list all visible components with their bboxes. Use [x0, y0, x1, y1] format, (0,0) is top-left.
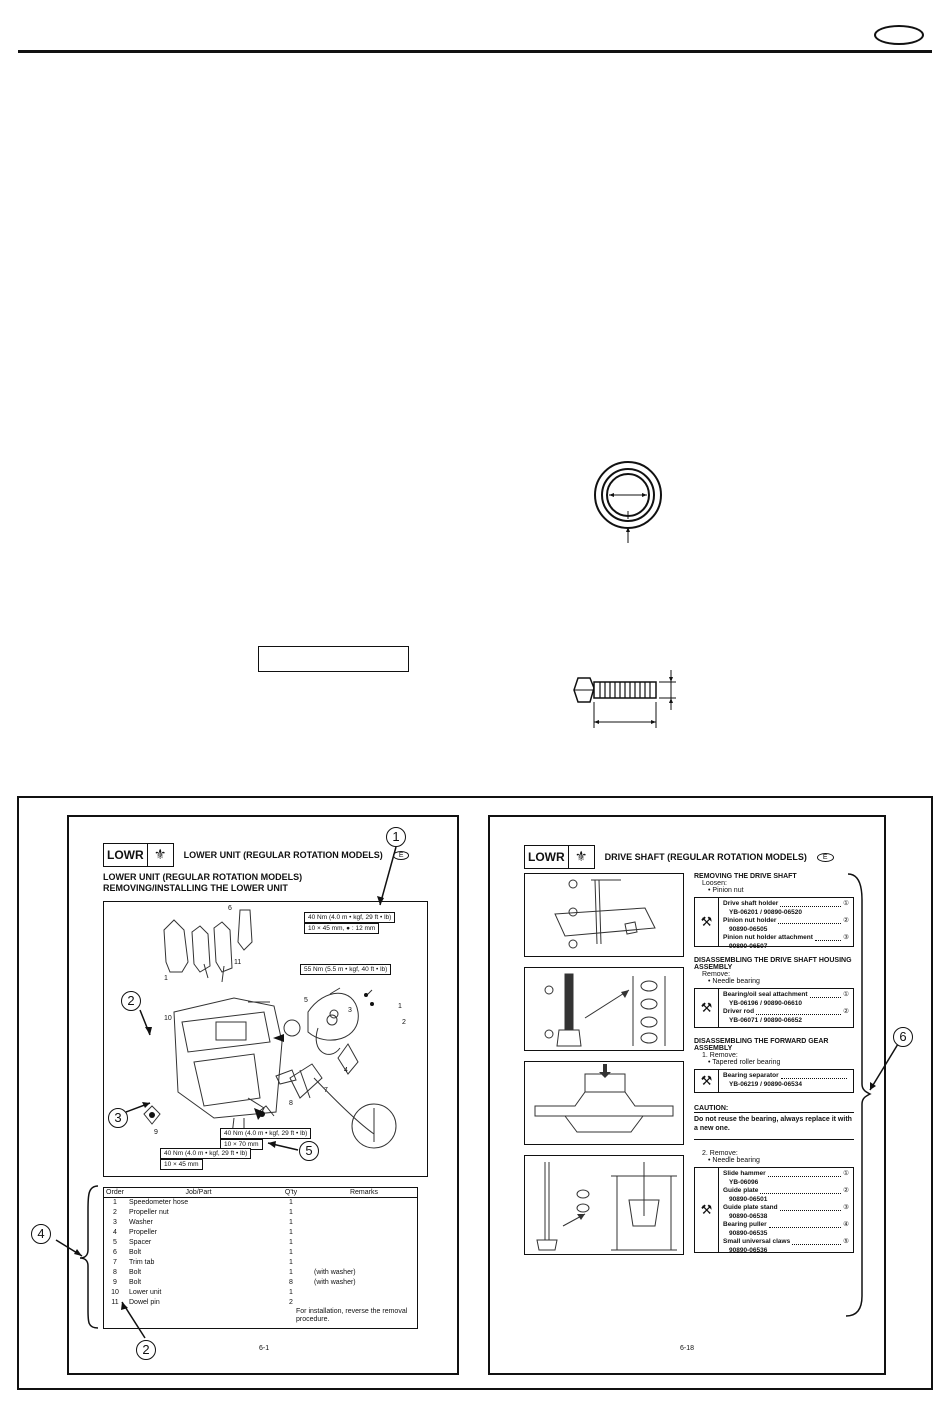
tool-part-number: YB-06096	[729, 1178, 759, 1186]
part-cell: Bolt	[129, 1269, 142, 1276]
callout-6: 6	[893, 1027, 913, 1047]
remarks-cell: (with washer)	[314, 1279, 356, 1286]
table-note: For installation, reverse the removal procedure.	[296, 1308, 408, 1323]
callout-3: 3	[108, 1108, 128, 1128]
tool-ref-number: ②	[843, 917, 849, 924]
qty-cell: 8	[289, 1279, 293, 1286]
tool-ref-number: ②	[843, 1008, 849, 1015]
tool-part-number: 90890-06501	[729, 1195, 768, 1203]
callout-2-bottom: 2	[136, 1340, 156, 1360]
svg-text:11: 11	[234, 959, 242, 966]
qty-cell: 1	[289, 1219, 293, 1226]
tool-part-number: 90890-06536	[729, 1246, 768, 1254]
svg-text:9: 9	[154, 1129, 158, 1136]
tool-ref-number: ①	[843, 1170, 849, 1177]
section-tag: LOWR	[103, 843, 148, 867]
tool-label: Drive shaft holder	[723, 900, 779, 907]
tool-label: Driver rod	[723, 1008, 755, 1015]
torque-spec-c1: 40 Nm (4.0 m • kgf, 29 ft • lb)	[220, 1128, 311, 1139]
tool-part-number: 90890-06505	[729, 925, 768, 933]
qty-cell: 1	[289, 1199, 293, 1206]
tool-ref-number: ①	[843, 900, 849, 907]
order-cell: 8	[113, 1269, 117, 1276]
order-cell: 11	[111, 1299, 119, 1306]
tool-ref-number: ②	[843, 1187, 849, 1194]
tool-part-number: YB-06196 / 90890-06610	[729, 999, 803, 1007]
header-title: LOWER UNIT (REGULAR ROTATION MODELS)	[183, 850, 383, 860]
column-header: Q'ty	[271, 1188, 311, 1198]
order-cell: 5	[113, 1239, 117, 1246]
qty-cell: 1	[289, 1239, 293, 1246]
part-cell: Washer	[129, 1219, 153, 1226]
tool-part-number: 90890-06535	[729, 1229, 768, 1237]
order-cell: 7	[113, 1259, 117, 1266]
svg-text:7: 7	[324, 1087, 328, 1094]
svg-text:10: 10	[164, 1015, 172, 1022]
propeller-icon: ⚜	[569, 845, 595, 869]
part-cell: Propeller	[129, 1229, 158, 1236]
qty-cell: 1	[289, 1269, 293, 1276]
column-header: Order	[104, 1188, 126, 1198]
svg-text:3: 3	[348, 1007, 352, 1014]
callout-1: 1	[386, 827, 406, 847]
qty-cell: 1	[289, 1229, 293, 1236]
tool-label: Bearing/oil seal attachment	[723, 991, 808, 998]
part-cell: Propeller nut	[129, 1209, 169, 1216]
order-cell: 4	[113, 1229, 117, 1236]
tool-label: Guide plate	[723, 1187, 759, 1194]
svg-text:4: 4	[344, 1067, 348, 1074]
callout-5: 5	[299, 1141, 319, 1161]
tool-label: Guide plate stand	[723, 1204, 778, 1211]
part-cell: Bolt	[129, 1249, 142, 1256]
tool-part-number: YB-06219 / 90890-06534	[729, 1080, 803, 1088]
qty-cell: 2	[289, 1299, 293, 1306]
tool-part-number: YB-06201 / 90890-06520	[729, 908, 803, 916]
procedure-step: Loosen:	[702, 880, 727, 887]
tool-label: Slide hammer	[723, 1170, 766, 1177]
remarks-cell: (with washer)	[314, 1269, 356, 1276]
torque-spec-a2: 10 × 45 mm, ● : 12 mm	[304, 923, 379, 934]
section-title: LOWER UNIT (REGULAR ROTATION MODELS)	[103, 872, 303, 882]
procedure-step: 2. Remove:	[702, 1150, 738, 1157]
tool-ref-number: ①	[843, 991, 849, 998]
order-cell: 3	[113, 1219, 117, 1226]
torque-spec-a1: 40 Nm (4.0 m • kgf, 29 ft • lb)	[304, 912, 395, 923]
language-badge: E	[817, 853, 834, 862]
tool-ref-number: ③	[843, 1204, 849, 1211]
svg-text:2: 2	[402, 1019, 406, 1026]
qty-cell: 1	[289, 1249, 293, 1256]
procedure-item: • Needle bearing	[708, 978, 760, 985]
caution-text: Do not reuse the bearing, always replace it with a new one.	[694, 1116, 852, 1132]
tool-label: Bearing puller	[723, 1221, 767, 1228]
procedure-step: 1. Remove:	[702, 1052, 738, 1059]
part-cell: Spacer	[129, 1239, 152, 1246]
order-cell: 9	[113, 1279, 117, 1286]
caution-title: CAUTION:	[694, 1105, 854, 1113]
section-tag: LOWR	[524, 845, 569, 869]
order-cell: 2	[113, 1209, 117, 1216]
procedure-item: • Pinion nut	[708, 887, 744, 894]
propeller-icon: ⚜	[148, 843, 174, 867]
tool-label: Pinion nut holder	[723, 917, 777, 924]
tool-ref-number: ④	[843, 1221, 849, 1228]
column-header: Remarks	[311, 1188, 417, 1198]
tool-part-number: YB-06071 / 90890-06652	[729, 1016, 803, 1024]
torque-spec-c2: 10 × 70 mm	[220, 1139, 263, 1150]
tool-ref-number: ⑤	[843, 1238, 849, 1245]
procedure-item: • Tapered roller bearing	[708, 1059, 781, 1066]
wrench-icon: ⚒	[695, 1070, 719, 1092]
qty-cell: 1	[289, 1259, 293, 1266]
page-number: 6-18	[680, 1345, 695, 1352]
tool-ref-number: ③	[843, 934, 849, 941]
part-cell: Lower unit	[129, 1289, 162, 1296]
language-badge: E	[393, 851, 410, 860]
callout-4: 4	[31, 1224, 51, 1244]
svg-text:6: 6	[228, 905, 232, 912]
part-cell: Dowel pin	[129, 1299, 160, 1306]
torque-spec-b: 55 Nm (5.5 m • kgf, 40 ft • lb)	[300, 964, 391, 975]
procedure-heading: DISASSEMBLING THE DRIVE SHAFT HOUSING ASSEMBLY	[694, 957, 852, 971]
wrench-icon: ⚒	[695, 989, 719, 1027]
wrench-icon: ⚒	[695, 898, 719, 946]
column-header: Job/Part	[126, 1188, 271, 1198]
svg-text:1: 1	[398, 1003, 402, 1010]
tool-label: Small universal claws	[723, 1238, 791, 1245]
section-subtitle: REMOVING/INSTALLING THE LOWER UNIT	[103, 883, 288, 893]
wrench-icon: ⚒	[695, 1168, 719, 1252]
tool-label: Bearing separator	[723, 1072, 779, 1079]
procedure-item: • Needle bearing	[708, 1157, 760, 1164]
page-number: 6-1	[259, 1345, 270, 1352]
procedure-step: Remove:	[702, 971, 731, 978]
svg-text:1: 1	[164, 975, 168, 982]
part-cell: Bolt	[129, 1279, 142, 1286]
qty-cell: 1	[289, 1289, 293, 1296]
tool-part-number: 90890-06538	[729, 1212, 768, 1220]
header-title: DRIVE SHAFT (REGULAR ROTATION MODELS)	[604, 852, 807, 862]
tool-part-number: 90890-06507	[729, 942, 768, 950]
svg-text:5: 5	[304, 997, 308, 1004]
part-cell: Speedometer hose	[129, 1199, 189, 1206]
order-cell: 6	[113, 1249, 117, 1256]
torque-spec-d2: 10 × 45 mm	[160, 1159, 203, 1170]
tool-label: Pinion nut holder attachment	[723, 934, 813, 941]
torque-spec-d1: 40 Nm (4.0 m • kgf, 29 ft • lb)	[160, 1148, 251, 1159]
procedure-heading: REMOVING THE DRIVE SHAFT	[694, 873, 797, 880]
qty-cell: 1	[289, 1209, 293, 1216]
order-cell: 10	[111, 1289, 119, 1296]
procedure-heading: DISASSEMBLING THE FORWARD GEAR ASSEMBLY	[694, 1038, 829, 1052]
svg-text:8: 8	[289, 1100, 293, 1107]
callout-2: 2	[121, 991, 141, 1011]
part-cell: Trim tab	[129, 1259, 155, 1266]
order-cell: 1	[113, 1199, 117, 1206]
